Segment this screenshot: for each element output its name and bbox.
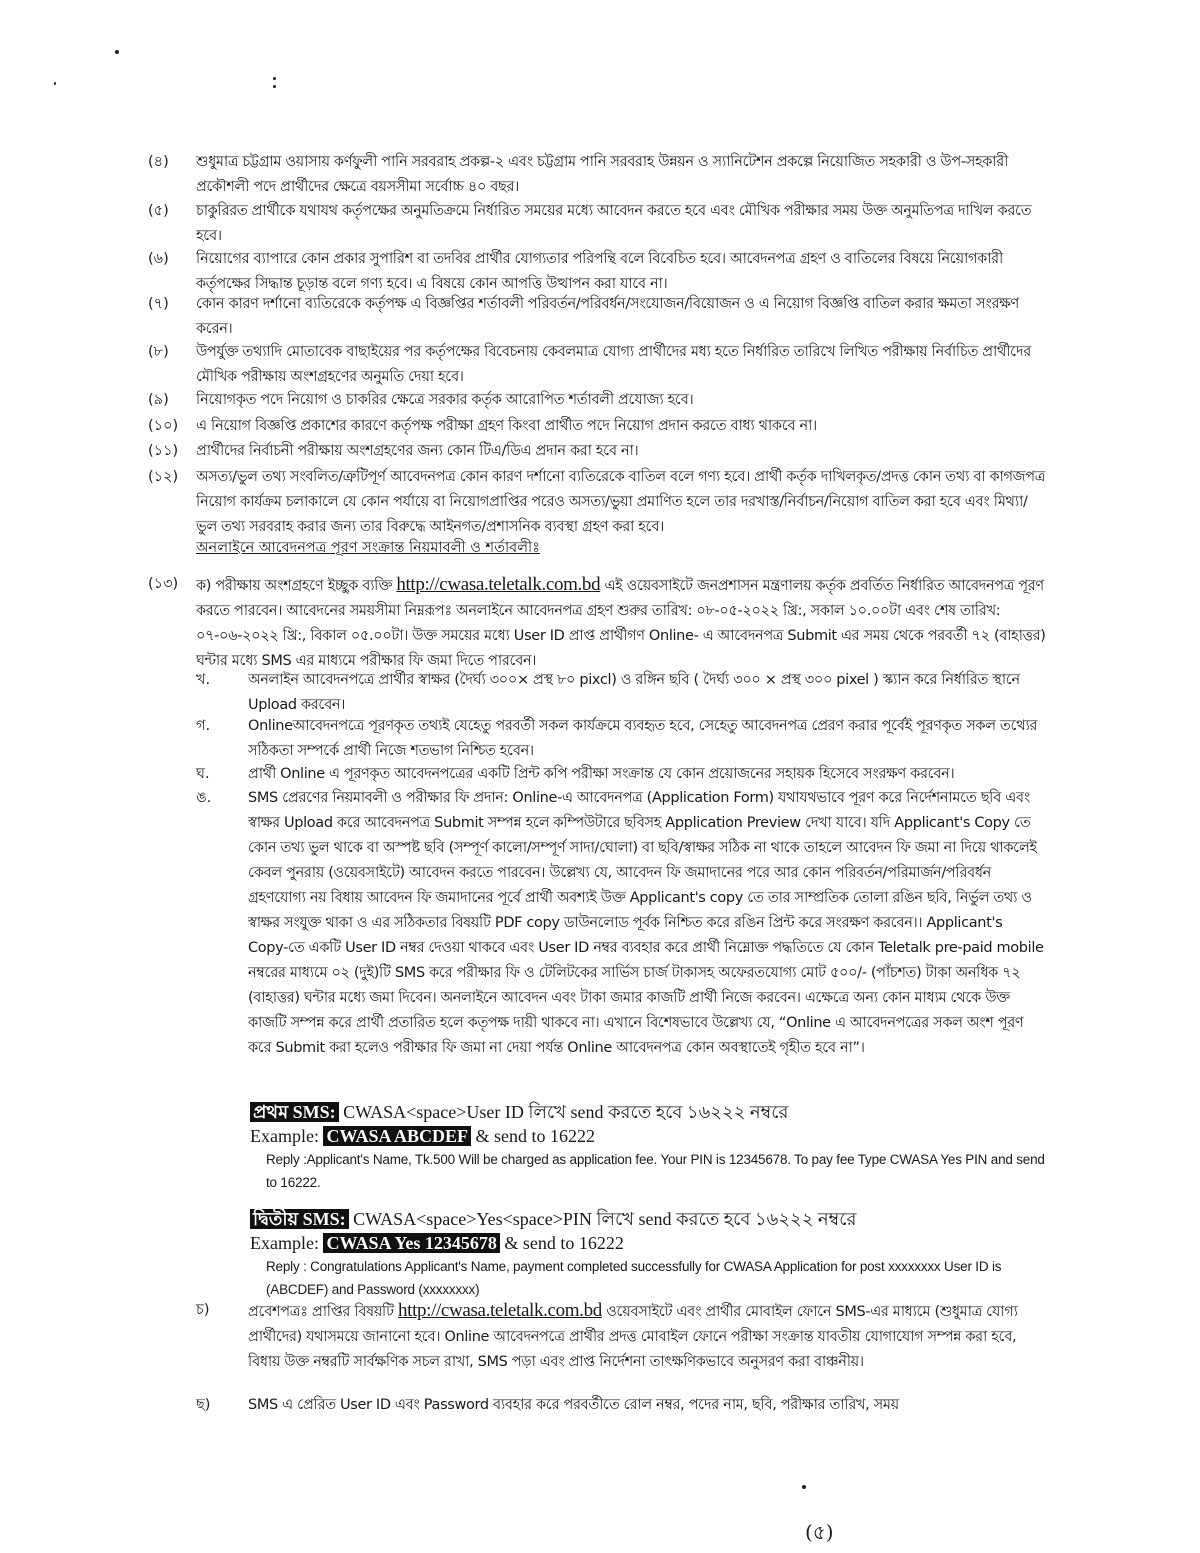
sub-item-text: অনলাইন আবেদনপত্রে প্রার্থীর স্বাক্ষর (দৈর্ঘ্য ৩০০× প্রস্থ ৮০ pixcl) ও রঙ্গিন ছবি ( দৈর্ঘ্য ৩০০ × প্রস্থ ৩০০ pixel ) স্ক্যান করে নির্ধারিত স্থানে Upload করবেন।: [248, 672, 1020, 713]
item-rest: এই ওয়েবসাইটে জনপ্রশাসন মন্ত্রণালয় কর্তৃক প্রবর্তিত নির্ধারিত আবেদনপত্র পূরণ করতে পারবেন। আবেদনের সময়সীমা নিম্নরূপঃ অনলাইনে আবেদনপত্র গ্রহণ শুরুর তারিখ: ০৮-০৫-২০২২ খ্রি:, সকাল ১০.০০টা এবং শেষ তারিখ: ০৭-০৬-২০২২ খ্রি:, বিকাল ০৫.০০টা। উক্ত সময়ের মধ্যে User ID প্রাপ্ত প্রার্থীগণ Online- এ আবেদনপত্র Submit এর সময় থেকে পরবর্তী ৭২ (বাহাত্তর) ঘন্টার মধ্যে SMS এর মাধ্যমে পরীক্ষার ফি জমা দিতে পারবেন।: [196, 578, 1046, 669]
item-text: নিয়োগের ব্যাপারে কোন প্রকার সুপারিশ বা তদবির প্রার্থীর যোগ্যতার পরিপন্থি বলে বিবেচিত হবে। আবেদনপত্র গ্রহণ ও বাতিলের বিষয়ে নিয়োগকারী কর্তৃপক্ষের সিদ্ধান্ত চূড়ান্ত বলে গণ্য হবে। এ বিষয়ে কোন আপত্তি উত্থাপন করা যাবে না।: [196, 251, 1003, 292]
example-label: Example:: [250, 1126, 319, 1146]
list-item: [148, 414, 1048, 439]
sub-item: [196, 762, 1046, 787]
item-text: প্রার্থীদের নির্বাচনী পরীক্ষায় অংশগ্রহণের জন্য কোন টিএ/ডিএ প্রদান করা হবে না।: [196, 443, 639, 459]
sub-item: [196, 786, 1046, 1061]
item-number: (৬): [148, 251, 169, 267]
item-rest: ওয়েবসাইটে এবং প্রার্থীর মোবাইল ফোনে SMS-এর মাধ্যমে (শুধুমাত্র যোগ্য প্রার্থীদের) যথাসময়ে জানানো হবে। Online আবেদনপত্রে প্রার্থীর প্রদত্ত মোবাইল ফোনে পরীক্ষা সংক্রান্ত যাবতীয় যোগাযোগ সম্পন্ন করা হবে, বিধায় উক্ত নম্বরটি সার্বক্ষণিক সচল রাখা, SMS পড়া এবং প্রাপ্ত নির্দেশনা তাৎক্ষণিকভাবে অনুসরণ করা বাঞ্চনীয়।: [248, 1304, 1018, 1370]
item-number: (৪): [148, 154, 169, 170]
sms-2-reply: Reply : Congratulations Applicant's Name, payment completed successfully for CWASA Application for post xxxxxxxx User ID is (ABCDEF) and Password (xxxxxxxx): [266, 1259, 1002, 1297]
item-text: [196, 572, 1048, 674]
list-item: [148, 150, 1048, 200]
sms-1-instruction: CWASA<space>User ID লিখে send করতে হবে ১৬২২২ নম্বরে: [343, 1102, 789, 1122]
list-item: [148, 388, 1048, 413]
list-item: [148, 572, 1048, 674]
scan-speck: [802, 1485, 806, 1489]
list-item: [148, 439, 1048, 464]
item-text: উপর্যুক্ত তথ্যাদি মোতাবেক বাছাইয়ের পর কর্তৃপক্ষের বিবেচনায় কেবলমাত্র যোগ্য প্রার্থীদের মধ্য হতে নির্ধারিত তারিখে লিখিত পরীক্ষায় নির্বাচিত প্রার্থীদের মৌখিক পরীক্ষায় অংশগ্রহণের অনুমতি দেয়া হবে।: [196, 344, 1031, 385]
item-number: (৯): [148, 392, 169, 408]
sub-item: [196, 1298, 1046, 1375]
item-prefix: ক) পরীক্ষায় অংশগ্রহণে ইচ্ছুক ব্যক্তি: [196, 578, 393, 594]
item-text: কোন কারণ দর্শানো ব্যতিরেকে কর্তৃপক্ষ এ বিজ্ঞপ্তির শর্তাবলী পরিবর্তন/পরিবর্ধন/সংযোজন/বিয়োজন ও এ নিয়োগ বিজ্ঞপ্তি বাতিল করার ক্ষমতা সংরক্ষণ করেন।: [196, 296, 1019, 337]
sub-item-number: গ.: [196, 718, 211, 734]
sms-1-example-line: [250, 1124, 1050, 1148]
sub-item-number: ছ): [196, 1397, 211, 1413]
item-text: অসত্য/ভুল তথ্য সংবলিত/ত্রুটিপূর্ণ আবেদনপত্র কোন কারণ দর্শানো ব্যতিরেকে বাতিল বলে গণ্য হবে। প্রার্থী কর্তৃক দাখিলকৃত/প্রদত্ত কোন তথ্য বা কাগজপত্র নিয়োগ কার্যক্রম চলাকালে যে কোন পর্যায়ে বা নিয়োগপ্রাপ্তির পরেও অসত্য/ভুয়া প্রমাণিত হলে তার দরখাস্ত/নির্বাচন/নিয়োগ বাতিল করা হবে এবং মিথ্যা/ভুল তথ্য সরবরাহ করার জন্য তার বিরুদ্ধে আইনগত/প্রশাসনিক ব্যবস্থা গ্রহণ করা হবে।: [196, 469, 1046, 535]
sub-item-text: প্রার্থী Online এ পূরণকৃত আবেদনপত্রের একটি প্রিন্ট কপি পরীক্ষা সংক্রান্ত যে কোন প্রয়োজনের সহায়ক হিসেবে সংরক্ষণ করবেন।: [248, 766, 955, 782]
sub-item: [196, 714, 1046, 764]
scan-speck: [115, 50, 119, 54]
sub-item-text: Onlineআবেদনপত্রে পূরণকৃত তথ্যই যেহেতু পরবর্তী সকল কার্যক্রমে ব্যবহৃত হবে, সেহেতু আবেদনপত্র প্রেরণ করার পূর্বেই পূরণকৃত সকল তথ্যের সঠিকতা সম্পর্কে প্রার্থী নিজে শতভাগ নিশ্চিত হবেন।: [248, 718, 1038, 759]
sub-item-number: ঘ.: [196, 766, 210, 782]
list-item: [148, 340, 1048, 390]
list-item: [148, 199, 1048, 249]
teletalk-link[interactable]: http://cwasa.teletalk.com.bd: [397, 1300, 602, 1321]
item-text: শুধুমাত্র চট্টগ্রাম ওয়াসায় কর্ণফুলী পানি সরবরাহ প্রকল্প-২ এবং চট্টগ্রাম পানি সরবরাহ উন্নয়ন ও স্যানিটেশন প্রকল্পে নিয়োজিত সহকারী ও উপ-সহকারী প্রকৌশলী পদে প্রার্থীদের ক্ষেত্রে বয়সসীমা সর্বোচ্চ ৪০ বছর।: [196, 154, 1009, 195]
sub-item-text: SMS এ প্রেরিত User ID এবং Password ব্যবহার করে পরবর্তীতে রোল নম্বর, পদের নাম, ছবি, পরীক্ষার তারিখ, সময়: [248, 1397, 899, 1413]
sms-2-example-code: CWASA Yes 12345678: [323, 1233, 499, 1253]
list-item: [148, 292, 1048, 342]
sub-item-text: [248, 1298, 1046, 1375]
example-label: Example:: [250, 1233, 319, 1253]
list-item: [148, 247, 1048, 297]
sms-2-instruction-line: [250, 1207, 1050, 1231]
sub-item-number: ঙ.: [196, 790, 212, 806]
scan-speck: [54, 82, 56, 85]
sub-item: [196, 668, 1046, 718]
sub-item-number: চ): [196, 1302, 210, 1318]
scan-speck: [273, 85, 276, 88]
sms-2-example-line: [250, 1231, 1050, 1255]
item-number: (১০): [148, 418, 179, 434]
teletalk-link[interactable]: http://cwasa.teletalk.com.bd: [396, 574, 601, 595]
scan-speck: [273, 77, 276, 80]
example-rest: & send to 16222: [504, 1233, 624, 1253]
sms-2-instruction: CWASA<space>Yes<space>PIN লিখে send করতে হবে ১৬২২২ নম্বরে: [353, 1209, 857, 1229]
sms-1-instruction-line: [250, 1100, 1050, 1124]
page-number: (৫): [805, 1520, 834, 1544]
list-item: [148, 465, 1048, 540]
sms-2-tag: দ্বিতীয় SMS:: [250, 1209, 349, 1229]
sub-item-text: SMS প্রেরণের নিয়মাবলী ও পরীক্ষার ফি প্রদান: Online-এ আবেদনপত্র (Application Form) যথাযথভাবে পূরণ করে নির্দেশনামতে ছবি এবং স্বাক্ষর Upload করে আবেদনপত্র Submit সম্পন্ন হলে কম্পিউটারে ছবিসহ Application Preview দেখা যাবে। যদি Applicant's Copy তে কোন তথ্য ভুল থাকে বা অস্পষ্ট ছবি (সম্পূর্ণ কালো/সম্পূর্ণ সাদা/ঘোলা) বা ছবি/স্বাক্ষর সঠিক না থাকে তাহলে আবেদন ফি জমা না দিয়ে থাকলেই কেবল পুনরায় (ওয়েবসাইটে) আবেদন করতে পারবেন। উল্লেখ্য যে, আবেদন ফি জমাদানের পরে আর কোন পরিবর্তন/পরিমার্জন/পরিবর্ধন গ্রহণযোগ্য নয় বিধায় আবেদন ফি জমাদানের পূর্বে প্রার্থী অবশ্যই উক্ত Applicant's copy তে তার সাম্প্রতিক তোলা রঙিন ছবি, নির্ভুল তথ্য ও স্বাক্ষর সংযুক্ত থাকা ও এর সঠিকতার বিষয়টি PDF copy ডাউনলোড পূর্বক নিশ্চিত করে রঙিন প্রিন্ট করে সংরক্ষণ করবেন।। Applicant's Copy-তে একটি User ID নম্বর দেওয়া থাকবে এবং User ID নম্বর ব্যবহার করে প্রার্থী নিম্নোক্ত পদ্ধতিতে যে কোন Teletalk pre-paid mobile নম্বরের মাধ্যমে ০২ (দুই)টি SMS করে পরীক্ষার ফি ও টেলিটকের সার্ভিস চার্জ টাকাসহ অফেরতযোগ্য মোট ৫০০/- (পাঁচশত) টাকা অনধিক ৭২ (বাহাত্তর) ঘন্টার মধ্যে জমা দিবেন। অনলাইনে আবেদন এবং টাকা জমার কাজটি প্রার্থী নিজে করবেন। এক্ষেত্রে অন্য কোন মাধ্যম থেকে উক্ত কাজটি সম্পন্ন করে প্রার্থী প্রতারিত হলে কতৃপক্ষ দায়ী থাকবে না। এখানে বিশেষভাবে উল্লেখ্য যে, “Online এ আবেদনপত্রের সকল অংশ পূরণ করে Submit করা হলেও পরীক্ষার ফি জমা না দেয়া পর্যন্ত Online আবেদনপত্র কোন অবস্থাতেই গৃহীত হবে না”।: [248, 790, 1044, 1056]
item-text: এ নিয়োগ বিজ্ঞপ্তি প্রকাশের কারণে কর্তৃপক্ষ পরীক্ষা গ্রহণ কিংবা প্রার্থীত পদে নিয়োগ প্রদান করতে বাধ্য থাকবে না।: [196, 418, 817, 434]
item-number: (৮): [148, 344, 169, 360]
sms-1-block: [250, 1100, 1050, 1194]
sub-item: [196, 1393, 1046, 1418]
sms-1-example-code: CWASA ABCDEF: [323, 1126, 471, 1146]
online-rules-heading: অনলাইনে আবেদনপত্র পূরণ সংক্রান্ত নিয়মাবলী ও শর্তাবলীঃ: [196, 540, 540, 556]
item-number: (১১): [148, 443, 179, 459]
item-number: (১২): [148, 469, 179, 485]
sub-item-number: খ.: [196, 672, 211, 688]
item-number: (৭): [148, 296, 169, 312]
item-prefix: প্রবেশপত্রঃ প্রাপ্তির বিষয়টি: [248, 1304, 394, 1320]
sms-2-block: [250, 1207, 1050, 1301]
item-text: নিয়োগকৃত পদে নিয়োগ ও চাকরির ক্ষেত্রে সরকার কর্তৃক আরোপিত শর্তাবলী প্রযোজ্য হবে।: [196, 392, 694, 408]
sms-1-reply: Reply :Applicant's Name, Tk.500 Will be charged as application fee. Your PIN is 12345678. To pay fee Type CWASA Yes PIN and send to 16222.: [266, 1152, 1045, 1190]
example-rest: & send to 16222: [475, 1126, 596, 1146]
item-number: (৫): [148, 203, 169, 219]
item-number: (১৩): [148, 576, 179, 592]
sms-1-tag: প্রথম SMS:: [250, 1102, 339, 1122]
item-text: চাকুরিরত প্রার্থীকে যথাযথ কর্তৃপক্ষের অনুমতিক্রমে নির্ধারিত সময়ের মধ্যে আবেদন করতে হবে এবং মৌখিক পরীক্ষার সময় উক্ত অনুমতিপত্র দাখিল করতে হবে।: [196, 203, 1032, 244]
